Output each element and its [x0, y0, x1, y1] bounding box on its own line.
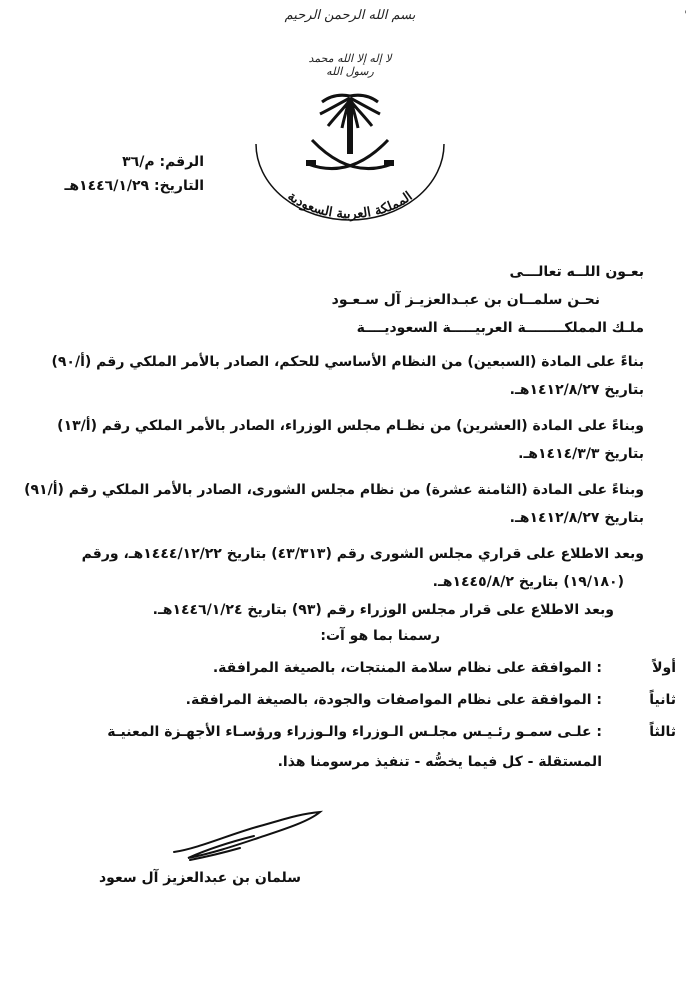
invocation: بعـون اللــه تعالـــى: [509, 264, 644, 280]
article-3-continuation: المستقلة - كل فيما يخصُّه - تنفيذ مرسومنا هذا.: [277, 754, 602, 770]
article-3-ordinal: ثالثاً: [649, 724, 676, 740]
article-2-text: : الموافقة على نظام المواصفات والجودة، بالصيغة المرافقة.: [185, 692, 602, 708]
royal-motto-calligraphy: لا إله إلا الله محمد رسول الله: [308, 52, 392, 78]
decree-number: الرقم: م/٣٦: [122, 154, 204, 170]
opening-block: [54, 258, 644, 342]
preamble-shura-resolutions: وبعد الاطلاع على قراري مجلس الشورى رقم (٤٣/٣١٣) بتاريخ ١٤٤٤/١٢/٢٢هـ، ورقم (١٩/١٨٠) بتاريخ ١٤٤٥/٨/٢هـ.: [81, 546, 644, 590]
basmala-calligraphy: بسم الله الرحمن الرحيم: [284, 8, 416, 23]
article-1-text: : الموافقة على نظام سلامة المنتجات، بالصيغة المرافقة.: [212, 660, 602, 676]
reference-block: [4, 150, 204, 198]
margin-mark: ': [684, 10, 687, 21]
decree-date: التاريخ: ١٤٤٦/١/٢٩هـ: [64, 178, 204, 194]
king-name: نحـن سلمــان بن عبـدالعزيـز آل سـعـود: [331, 292, 600, 308]
signer-name: سلمان بن عبدالعزيز آل سعود: [98, 870, 301, 886]
decree-intro: رسمنا بما هو آت:: [320, 628, 440, 644]
king-title: ملـك المملكــــــــة العربيـــــة السعوديــــة: [356, 320, 644, 336]
article-3-text: : علـى سمـو رئـيـس مجلـس الـوزراء والـوزراء ورؤسـاء الأجهـزة المعنيـة: [107, 724, 602, 740]
saudi-emblem-seal: [250, 88, 450, 228]
article-1-ordinal: أولاً: [652, 660, 676, 676]
handwritten-signature: [170, 808, 330, 868]
preamble-ministers-resolution: وبعد الاطلاع على قرار مجلس الوزراء رقم (٩٣) بتاريخ ١٤٤٦/١/٢٤هـ.: [152, 602, 614, 618]
preamble-shura-council-law: وبناءً على المادة (الثامنة عشرة) من نظام مجلس الشورى، الصادر بالأمر الملكي رقم (أ/٩١) بتاريخ ١٤١٢/٨/٢٧هـ.: [24, 482, 644, 526]
emblem-inscription: المملكة العربية السعودية: [284, 188, 416, 223]
preamble-block: [24, 348, 644, 624]
preamble-council-of-ministers-law: وبناءً على المادة (العشرين) من نظـام مجلس الوزراء، الصادر بالأمر الملكي رقم (أ/١٣) بتاريخ ١٤١٤/٣/٣هـ.: [57, 418, 644, 462]
preamble-basic-law: بناءً على المادة (السبعين) من النظام الأساسي للحكم، الصادر بالأمر الملكي رقم (أ/٩٠) بتاريخ ١٤١٢/٨/٢٧هـ.: [51, 354, 644, 398]
article-2-ordinal: ثانياً: [649, 692, 676, 708]
palm-tree-icon: [320, 95, 380, 154]
